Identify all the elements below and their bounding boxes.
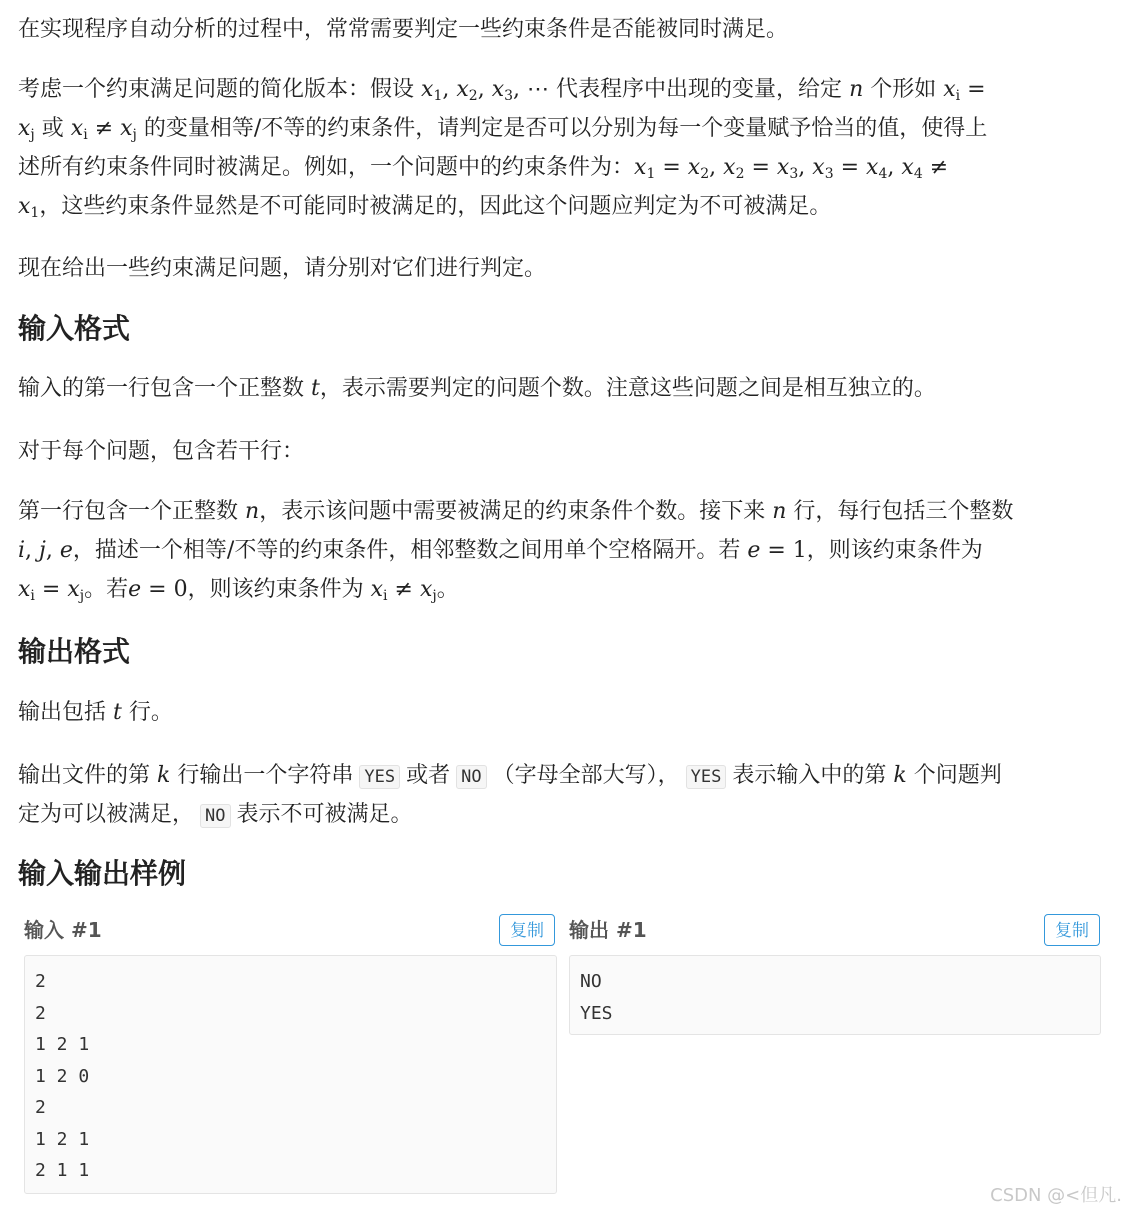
output-format-line-3: 定为可以被满足， NO 表示不可被满足。	[18, 802, 413, 827]
input-sample-label: 输入 #1	[24, 918, 102, 942]
output-format-line-1: 输出包括 t 行。	[18, 700, 173, 725]
output-format-line-2: 输出文件的第 k 行输出一个字符串 YES 或者 NO （字母全部大写）， YES 表示输入中的第 k 个问题判	[18, 763, 1002, 788]
output-line: YES	[580, 1002, 613, 1024]
input-format-line-1: 输入的第一行包含一个正整数 t，表示需要判定的问题个数。注意这些问题之间是相互独立的。	[18, 376, 936, 401]
copy-output-button[interactable]: 复制	[1044, 914, 1100, 946]
input-line: 2	[35, 1002, 46, 1024]
input-format-line-4: i, j, e，描述一个相等/不等的约束条件，相邻整数之间用单个空格隔开。若 e = 1，则该约束条件为	[18, 538, 983, 563]
input-format-line-5: $x_i = x_j$。若e = 0，则该约束条件为 $x_i \ne x_j$。	[18, 577, 459, 604]
output-format-heading: 输出格式	[18, 635, 131, 668]
samples-heading: 输入输出样例	[18, 857, 187, 890]
now-paragraph: 现在给出一些约束满足问题，请分别对它们进行判定。	[18, 256, 547, 281]
input-format-heading: 输入格式	[18, 312, 131, 345]
yes-code: YES	[359, 765, 400, 789]
output-sample-label: 输出 #1	[569, 918, 647, 942]
input-line: 2	[35, 971, 46, 992]
input-line: 2 1 1	[35, 1160, 90, 1181]
yes-code: YES	[686, 765, 727, 789]
watermark: CSDN @<但凡.	[990, 1185, 1122, 1206]
description-line-4: $x_1$，这些约束条件显然是不可能同时被满足的，因此这个问题应判定为不可被满足。	[18, 194, 832, 221]
input-format-line-3: 第一行包含一个正整数 n，表示该问题中需要被满足的约束条件个数。接下来 n 行，每行包括三个整数	[18, 499, 1014, 524]
intro-paragraph: 在实现程序自动分析的过程中，常常需要判定一些约束条件是否能被同时满足。	[18, 17, 789, 42]
no-code: NO	[456, 765, 486, 789]
description-line-3: 述所有约束条件同时被满足。例如，一个问题中的约束条件为：$x_1 = x_2$, $x_2 = x_3$, $x_3 = x_4$, $x_4$ ≠	[18, 155, 949, 182]
input-line: 1 2 1	[35, 1128, 90, 1150]
input-sample-box[interactable]	[24, 955, 557, 1194]
input-line: 2	[35, 1097, 46, 1118]
copy-input-button[interactable]: 复制	[499, 914, 555, 946]
input-line: 1 2 1	[35, 1034, 90, 1055]
output-line: NO	[580, 971, 602, 992]
input-line: 1 2 0	[35, 1065, 90, 1087]
output-sample-box[interactable]	[569, 955, 1101, 1035]
description-line-2: $x_j$ 或 $x_i \ne x_j$ 的变量相等/不等的约束条件，请判定是否可以分别为每一个变量赋予恰当的值，使得上	[18, 116, 988, 143]
description-line-1: 考虑一个约束满足问题的简化版本：假设 $x_1$, $x_2$, $x_3$, ⋯ 代表程序中出现的变量，给定 n 个形如 $x_i$ =	[18, 77, 986, 104]
input-format-line-2: 对于每个问题，包含若干行：	[18, 439, 305, 464]
no-code: NO	[200, 804, 230, 828]
